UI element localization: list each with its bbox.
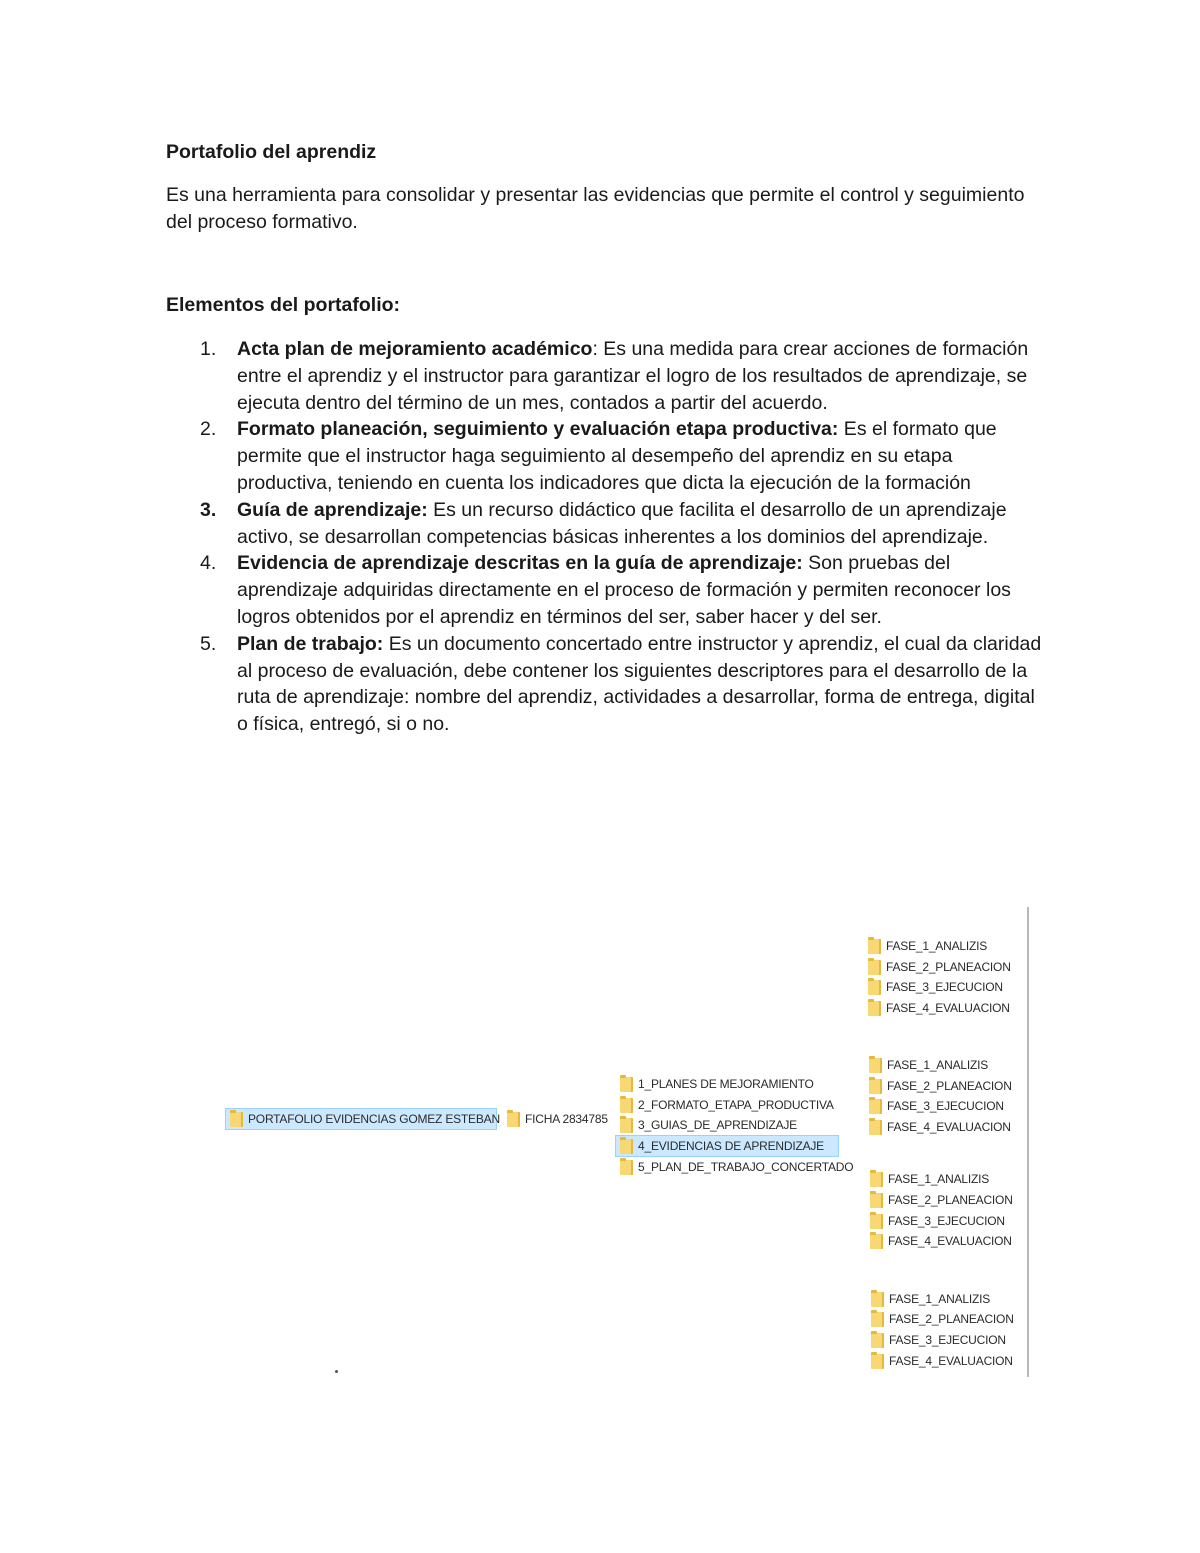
- folder-label: FASE_4_EVALUACION: [889, 1354, 1013, 1368]
- list-text: Es el formato que permite que el instructor haga seguimiento al desempeño del aprendiz en su etapa productiva, teniendo en cuenta los indicadores que dicta la ejecución de la formación: [237, 418, 997, 494]
- folder-icon: [870, 1214, 883, 1229]
- elements-heading: Elementos del portafolio:: [166, 294, 401, 316]
- list-number: 5.: [200, 632, 217, 655]
- folder-phase[interactable]: [866, 1231, 1012, 1251]
- folder-phase[interactable]: [864, 957, 1011, 977]
- folder-icon: [871, 1333, 884, 1348]
- folder-section[interactable]: [616, 1115, 797, 1135]
- folder-label: 1_PLANES DE MEJORAMIENTO: [638, 1077, 814, 1091]
- elements-list: [198, 336, 1048, 738]
- folder-label: FASE_4_EVALUACION: [886, 1001, 1010, 1015]
- stray-dot: [335, 1370, 338, 1373]
- folder-label: FASE_3_EJECUCION: [886, 980, 1003, 994]
- folder-section[interactable]: [616, 1157, 853, 1177]
- folder-label: FASE_1_ANALIZIS: [888, 1172, 990, 1186]
- folder-ficha[interactable]: [503, 1109, 608, 1129]
- folder-icon: [230, 1112, 243, 1127]
- list-term: Plan de trabajo:: [237, 632, 384, 655]
- folder-phase[interactable]: [864, 977, 1003, 997]
- folder-icon: [870, 1234, 883, 1249]
- folder-icon: [869, 1099, 882, 1114]
- folder-icon: [507, 1112, 520, 1127]
- folder-label: 4_EVIDENCIAS DE APRENDIZAJE: [638, 1139, 824, 1153]
- list-term: Formato planeación, seguimiento y evaluación etapa productiva:: [237, 418, 839, 441]
- folder-label: FICHA 2834785: [525, 1112, 608, 1126]
- document-title: Portafolio del aprendiz: [166, 141, 377, 163]
- folder-phase[interactable]: [865, 1055, 988, 1075]
- list-number: 4.: [200, 552, 217, 575]
- folder-phase[interactable]: [866, 1211, 1005, 1231]
- list-text: Es un recurso didáctico que facilita el desarrollo de un aprendizaje activo, se desarrollan competencias básicas inherentes a los dominios del aprendizaje.: [237, 498, 1007, 548]
- folder-phase[interactable]: [865, 1096, 1004, 1116]
- folder-section[interactable]: [616, 1074, 814, 1094]
- list-term: Evidencia de aprendizaje descritas en la guía de aprendizaje:: [237, 552, 803, 575]
- folder-label: FASE_2_PLANEACION: [887, 1079, 1012, 1093]
- intro-paragraph: Es una herramienta para consolidar y presentar las evidencias que permite el control y seguimiento del proceso formativo.: [166, 184, 1025, 233]
- folder-icon: [869, 1079, 882, 1094]
- folder-icon: [868, 980, 881, 995]
- folder-label: FASE_2_PLANEACION: [889, 1312, 1014, 1326]
- scrollbar-divider: [1027, 907, 1029, 1377]
- folder-label: FASE_4_EVALUACION: [888, 1234, 1012, 1248]
- folder-icon: [871, 1292, 884, 1307]
- folder-label: FASE_2_PLANEACION: [888, 1193, 1013, 1207]
- folder-phase[interactable]: [867, 1330, 1006, 1350]
- folder-label: FASE_3_EJECUCION: [887, 1099, 1004, 1113]
- folder-icon: [871, 1312, 884, 1327]
- folder-phase[interactable]: [867, 1289, 990, 1309]
- folder-phase[interactable]: [864, 998, 1010, 1018]
- folder-label: 3_GUIAS_DE_APRENDIZAJE: [638, 1118, 797, 1132]
- list-item: [198, 631, 1048, 738]
- list-item: [198, 497, 1048, 551]
- folder-label: FASE_3_EJECUCION: [889, 1333, 1006, 1347]
- list-term: Acta plan de mejoramiento académico: [237, 338, 593, 360]
- list-item: [198, 336, 1048, 416]
- folder-label: FASE_1_ANALIZIS: [886, 939, 988, 953]
- folder-icon: [870, 1193, 883, 1208]
- folder-label: PORTAFOLIO EVIDENCIAS GOMEZ ESTEBAN: [248, 1112, 500, 1126]
- folder-phase[interactable]: [867, 1351, 1013, 1371]
- folder-label: FASE_1_ANALIZIS: [887, 1058, 989, 1072]
- folder-icon: [620, 1139, 633, 1154]
- folder-label: 2_FORMATO_ETAPA_PRODUCTIVA: [638, 1098, 834, 1112]
- folder-icon: [869, 1058, 882, 1073]
- folder-icon: [620, 1118, 633, 1133]
- folder-label: FASE_1_ANALIZIS: [889, 1292, 991, 1306]
- list-text: Es un documento concertado entre instructor y aprendiz, el cual da claridad al proceso de evaluación, debe contener los siguientes descriptores para el desarrollo de la ruta de aprendizaje: nombre del aprendiz, actividades a desarrollar, forma de entrega, digital o física, entregó, si o no.: [237, 632, 1042, 736]
- folder-icon: [868, 960, 881, 975]
- list-term: Guía de aprendizaje:: [237, 498, 428, 521]
- folder-icon: [869, 1120, 882, 1135]
- folder-phase[interactable]: [865, 1076, 1012, 1096]
- folder-icon: [871, 1354, 884, 1369]
- list-number: 1.: [200, 338, 217, 360]
- folder-phase[interactable]: [866, 1169, 989, 1189]
- folder-icon: [620, 1160, 633, 1175]
- list-number: 2.: [200, 418, 217, 441]
- list-number: 3.: [200, 498, 217, 521]
- list-item: [198, 416, 1048, 496]
- folder-root[interactable]: [225, 1108, 500, 1130]
- folder-icon: [868, 939, 881, 954]
- folder-section[interactable]: [615, 1135, 839, 1157]
- folder-phase[interactable]: [865, 1117, 1011, 1137]
- folder-phase[interactable]: [864, 936, 987, 956]
- folder-phase[interactable]: [866, 1190, 1013, 1210]
- list-text: : Es una medida para crear acciones de formación entre el aprendiz y el instructor para garantizar el logro de los resultados de aprendizaje, se ejecuta dentro del término de un mes, contados a partir del acuerdo.: [237, 338, 1029, 414]
- folder-label: FASE_2_PLANEACION: [886, 960, 1011, 974]
- folder-section[interactable]: [616, 1095, 834, 1115]
- folder-label: FASE_3_EJECUCION: [888, 1214, 1005, 1228]
- folder-phase[interactable]: [867, 1309, 1014, 1329]
- folder-icon: [620, 1077, 633, 1092]
- folder-icon: [870, 1172, 883, 1187]
- folder-label: 5_PLAN_DE_TRABAJO_CONCERTADO: [638, 1160, 854, 1174]
- list-text: Son pruebas del aprendizaje adquiridas directamente en el proceso de formación y permiten reconocer los logros obtenidos por el aprendiz en términos del ser, saber hacer y del ser.: [237, 552, 1011, 628]
- folder-label: FASE_4_EVALUACION: [887, 1120, 1011, 1134]
- list-item: [198, 550, 1048, 630]
- folder-icon: [620, 1098, 633, 1113]
- folder-icon: [868, 1001, 881, 1016]
